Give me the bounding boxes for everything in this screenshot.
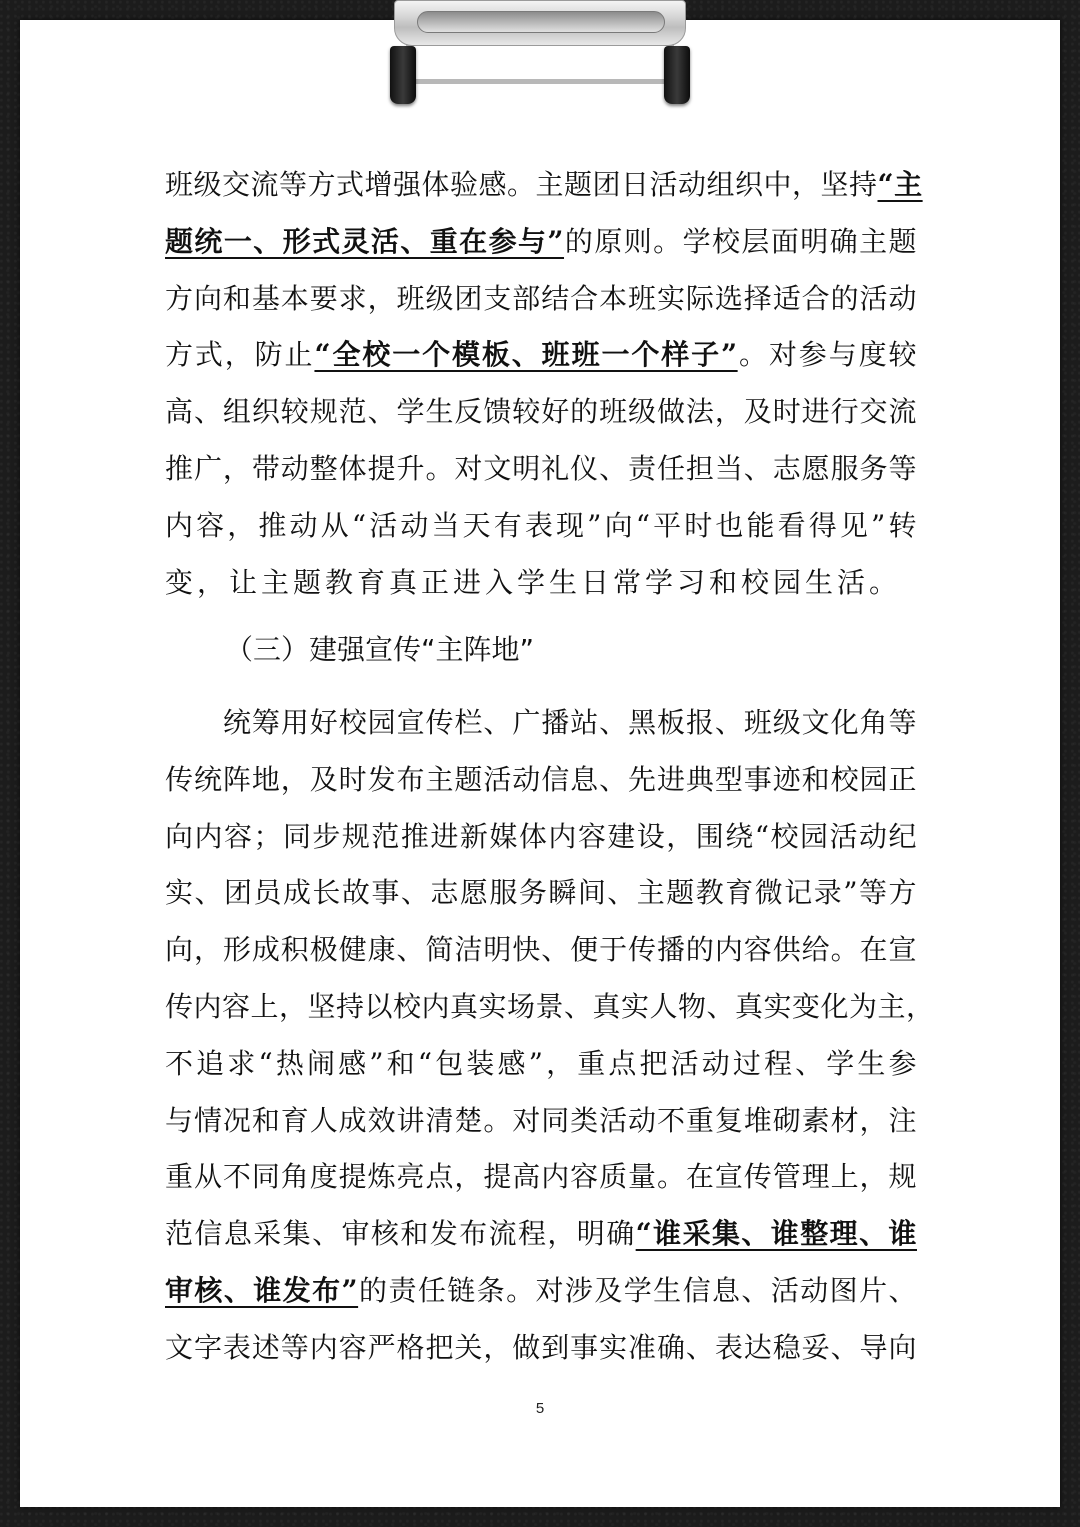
emphasized-text: 审核、谁发布” (165, 1273, 359, 1307)
text-segment: 传内容上，坚持以校内真实场景、真实人物、真实变化为主， (165, 989, 935, 1023)
text-segment: 高、组织较规范、学生反馈较好的班级做法，及时进行交流 (165, 395, 917, 429)
clip-foot-right (664, 46, 690, 104)
text-segment: 文字表述等内容严格把关，做到事实准确、表达稳妥、导向 (165, 1330, 917, 1364)
text-segment: 重从不同角度提炼亮点，提高内容质量。在宣传管理上，规 (165, 1160, 917, 1194)
clip-plate (394, 0, 686, 46)
text-line (165, 809, 917, 866)
text-segment: 传统阵地，及时发布主题活动信息、先进典型事迹和校园正 (165, 762, 917, 796)
text-segment: 方向和基本要求，班级团支部结合本班实际选择适合的活动 (165, 281, 917, 315)
emphasized-text: “主 (877, 168, 923, 201)
section-heading: （三）建强宣传“主阵地” (225, 633, 535, 666)
text-segment: 内容，推动从“活动当天有表现”向“平时也能看得见”转 (165, 508, 917, 542)
text-line (165, 922, 917, 979)
text-segment: 的原则。学校层面明确主题 (564, 224, 917, 258)
text-line (165, 865, 917, 922)
text-segment: 向内容；同步规范推进新媒体内容建设，围绕“校园活动纪 (165, 819, 917, 853)
text-line (165, 214, 917, 271)
text-line (165, 271, 917, 328)
text-line (165, 1093, 917, 1150)
clip-wire (406, 40, 674, 84)
text-segment: 与情况和育人成效讲清楚。对同类活动不重复堆砌素材，注 (165, 1103, 917, 1137)
emphasized-text: “全校一个模板、班班一个样子” (314, 338, 738, 372)
text-segment: 班级交流等方式增强体验感。主题团日活动组织中，坚持 (165, 168, 878, 201)
text-segment: 变，让主题教育真正进入学生日常学习和校园生活。 (165, 565, 902, 599)
text-line (165, 1320, 917, 1377)
clipboard-clip (388, 0, 692, 110)
page-number: 5 (535, 1400, 545, 1417)
text-line (165, 384, 917, 441)
text-segment: 方式，防止 (165, 338, 315, 372)
text-line (165, 752, 917, 809)
paragraph-1 (165, 157, 923, 611)
text-line (165, 327, 917, 384)
text-segment: 的责任链条。对涉及学生信息、活动图片、 (358, 1273, 917, 1307)
text-line (165, 157, 923, 214)
text-segment: 范信息采集、审核和发布流程，明确 (165, 1217, 636, 1251)
text-segment: 统筹用好校园宣传栏、广播站、黑板报、班级文化角等 (223, 706, 917, 739)
emphasized-text: “谁采集、谁整理、谁 (635, 1217, 917, 1251)
text-line (165, 1149, 917, 1206)
text-line (165, 1206, 917, 1263)
text-line (165, 441, 917, 498)
emphasized-text: 题统一、形式灵活、重在参与” (165, 224, 565, 258)
text-line (165, 498, 917, 555)
text-line (165, 695, 917, 752)
text-line (165, 555, 917, 612)
text-segment: 。对参与度较 (737, 338, 917, 372)
text-line (165, 1263, 917, 1320)
text-segment: 推广，带动整体提升。对文明礼仪、责任担当、志愿服务等 (165, 451, 917, 485)
text-segment: 不追求“热闹感”和“包装感”，重点把活动过程、学生参 (165, 1046, 917, 1080)
text-line (165, 1036, 917, 1093)
text-line (165, 979, 935, 1036)
clip-slot (417, 11, 665, 33)
text-segment: 向，形成积极健康、简洁明快、便于传播的内容供给。在宣 (165, 933, 917, 967)
paragraph-2 (165, 695, 935, 1377)
clip-foot-left (390, 46, 416, 104)
text-segment: 实、团员成长故事、志愿服务瞬间、主题教育微记录”等方 (165, 876, 917, 910)
